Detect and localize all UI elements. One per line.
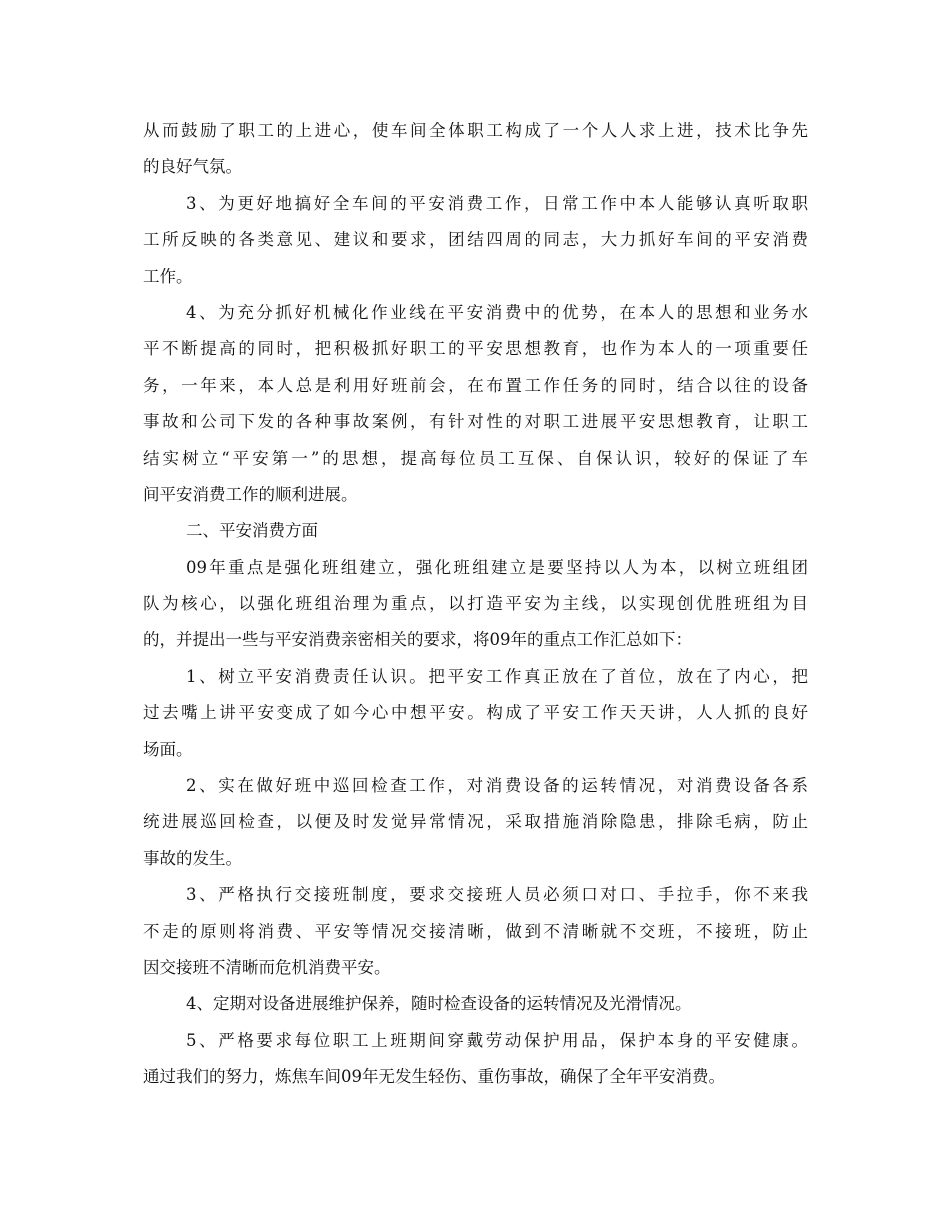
text-line: 过去嘴上讲平安变成了如今心中想平安。构成了平安工作天天讲，人人抓的良好 bbox=[143, 703, 808, 723]
text-line: 队为核心，以强化班组治理为重点，以打造平安为主线，以实现创优胜班组为目 bbox=[143, 594, 808, 614]
text-line: 因交接班不清晰而危机消费平安。 bbox=[143, 957, 391, 977]
text-line: 09年重点是强化班组建立，强化班组建立是要坚持以人为本，以树立班组团 bbox=[186, 557, 808, 577]
text-line: 场面。 bbox=[143, 739, 193, 759]
text-line: 二、平安消费方面 bbox=[186, 521, 318, 541]
text-line: 间平安消费工作的顺利进展。 bbox=[143, 484, 358, 504]
text-line: 3、为更好地搞好全车间的平安消费工作，日常工作中本人能够认真听取职 bbox=[186, 193, 808, 213]
text-line: 3、严格执行交接班制度，要求交接班人员必须口对口、手拉手，你不来我 bbox=[186, 885, 808, 905]
text-line: 从而鼓励了职工的上进心，使车间全体职工构成了一个人人求上进，技术比争先 bbox=[143, 121, 808, 140]
text-line: 工所反映的各类意见、建议和要求，团结四周的同志，大力抓好车间的平安消费 bbox=[143, 230, 808, 250]
text-line: 事故的发生。 bbox=[143, 848, 242, 868]
text-line: 工作。 bbox=[143, 266, 193, 286]
text-line: 统进展巡回检查，以便及时发觉异常情况，采取措施消除隐患，排除毛病，防止 bbox=[143, 812, 808, 832]
text-line: 1、树立平安消费责任认识。把平安工作真正放在了首位，放在了内心，把 bbox=[186, 666, 808, 686]
text-line: 务，一年来，本人总是利用好班前会，在布置工作任务的同时，结合以往的设备 bbox=[143, 375, 808, 395]
text-line: 事故和公司下发的各种事故案例，有针对性的对职工进展平安思想教育，让职工 bbox=[143, 412, 808, 432]
text-line: 通过我们的努力，炼焦车间09年无发生轻伤、重伤事故，确保了全年平安消费。 bbox=[143, 1067, 725, 1087]
text-line: 的良好气氛。 bbox=[143, 157, 242, 177]
text-line: 不走的原则将消费、平安等情况交接清晰，做到不清晰就不交班，不接班，防止 bbox=[143, 921, 808, 941]
text-line: 的，并提出一些与平安消费亲密相关的要求，将09年的重点工作汇总如下： bbox=[143, 630, 692, 650]
text-line: 结实树立“平安第一”的思想，提高每位员工互保、自保认识，较好的保证了车 bbox=[143, 448, 808, 468]
text-line: 4、为充分抓好机械化作业线在平安消费中的优势，在本人的思想和业务水 bbox=[186, 302, 808, 322]
text-line: 5、严格要求每位职工上班期间穿戴劳动保护用品，保护本身的平安健康。 bbox=[186, 1030, 808, 1050]
text-line: 4、定期对设备进展维护保养，随时检查设备的运转情况及光滑情况。 bbox=[186, 994, 692, 1014]
text-line: 2、实在做好班中巡回检查工作，对消费设备的运转情况，对消费设备各系 bbox=[186, 776, 808, 796]
text-line: 平不断提高的同时，把积极抓好职工的平安思想教育，也作为本人的一项重要任 bbox=[143, 339, 808, 359]
document-body bbox=[143, 113, 808, 1096]
